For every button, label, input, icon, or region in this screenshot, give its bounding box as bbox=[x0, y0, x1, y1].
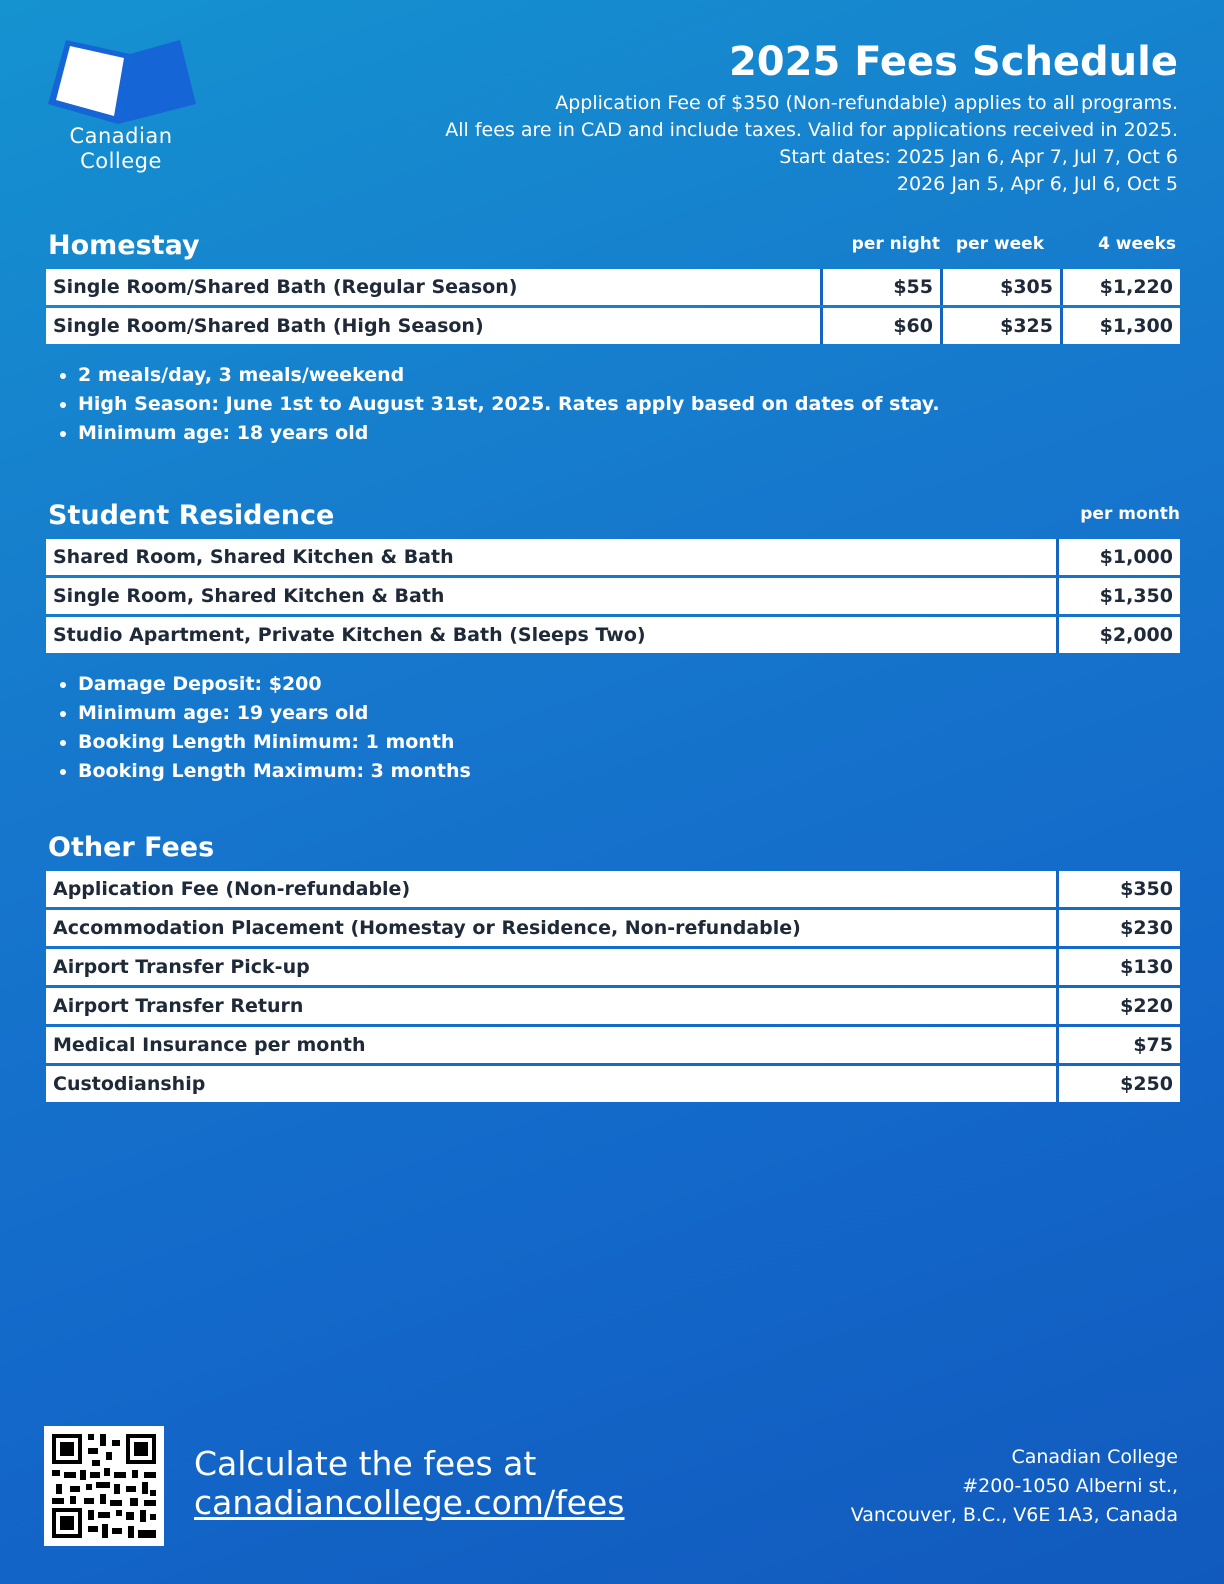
column-header-per-night: per night bbox=[851, 234, 940, 254]
row-label: Accommodation Placement (Homestay or Residence, Non-refundable) bbox=[46, 910, 1056, 946]
list-item: • 2 meals/day, 3 meals/weekend bbox=[78, 361, 1180, 390]
qr-code-icon bbox=[44, 1426, 164, 1546]
price-per-week: $305 bbox=[940, 269, 1060, 305]
row-label: Shared Room, Shared Kitchen & Bath bbox=[46, 539, 1056, 575]
residence-table bbox=[46, 536, 1180, 656]
price-per-week: $325 bbox=[940, 308, 1060, 344]
table-row bbox=[46, 910, 1180, 946]
fee-amount: $230 bbox=[1056, 910, 1180, 946]
column-header-4-weeks: 4 weeks bbox=[1098, 234, 1176, 254]
fee-amount: $350 bbox=[1056, 871, 1180, 907]
table-row bbox=[46, 1066, 1180, 1102]
list-item: • Minimum age: 18 years old bbox=[78, 419, 1180, 448]
residence-section bbox=[46, 498, 1180, 786]
other-fees-table bbox=[46, 868, 1180, 1105]
fee-amount: $75 bbox=[1056, 1027, 1180, 1063]
section-title: Other Fees bbox=[48, 832, 215, 863]
address-line: #200-1050 Alberni st., bbox=[962, 1475, 1178, 1497]
table-row bbox=[46, 1027, 1180, 1063]
fee-amount: $130 bbox=[1056, 949, 1180, 985]
fee-amount: $220 bbox=[1056, 988, 1180, 1024]
section-title: Student Residence bbox=[48, 500, 335, 531]
list-item: • Minimum age: 19 years old bbox=[78, 699, 1180, 728]
header-info bbox=[445, 38, 1178, 198]
price-per-night: $60 bbox=[820, 308, 940, 344]
fees-calculator-cta bbox=[194, 1444, 624, 1522]
residence-notes bbox=[46, 670, 1180, 786]
college-address bbox=[851, 1443, 1178, 1530]
qr-code[interactable] bbox=[44, 1426, 164, 1546]
row-label: Custodianship bbox=[46, 1066, 1056, 1102]
table-row bbox=[46, 578, 1180, 614]
price-per-month: $1,000 bbox=[1056, 539, 1180, 575]
logo-text bbox=[46, 124, 196, 174]
row-label: Single Room, Shared Kitchen & Bath bbox=[46, 578, 1056, 614]
header-line: 2026 Jan 5, Apr 6, Jul 6, Oct 5 bbox=[896, 173, 1178, 195]
row-label: Medical Insurance per month bbox=[46, 1027, 1056, 1063]
college-logo bbox=[46, 36, 202, 186]
column-header-per-week: per week bbox=[955, 234, 1044, 254]
column-header-per-month: per month bbox=[1080, 504, 1180, 524]
row-label: Application Fee (Non-refundable) bbox=[46, 871, 1056, 907]
fee-amount: $250 bbox=[1056, 1066, 1180, 1102]
page-title: 2025 Fees Schedule bbox=[728, 39, 1178, 85]
fees-calculator-link[interactable]: canadiancollege.com/fees bbox=[194, 1483, 625, 1522]
book-logo-icon bbox=[46, 36, 202, 126]
address-line: Canadian College bbox=[1011, 1446, 1178, 1468]
logo-line1: Canadian bbox=[69, 124, 173, 148]
table-row bbox=[46, 871, 1180, 907]
table-row bbox=[46, 308, 1180, 344]
logo-line2: College bbox=[80, 149, 162, 173]
price-per-month: $1,350 bbox=[1056, 578, 1180, 614]
row-label: Airport Transfer Pick-up bbox=[46, 949, 1056, 985]
header-line: Application Fee of $350 (Non-refundable) applies to all programs. bbox=[555, 92, 1178, 114]
list-item: • Booking Length Maximum: 3 months bbox=[78, 757, 1180, 786]
table-row bbox=[46, 949, 1180, 985]
table-row bbox=[46, 539, 1180, 575]
cta-text: Calculate the fees at bbox=[194, 1444, 537, 1483]
homestay-section bbox=[46, 228, 1180, 448]
list-item: • High Season: June 1st to August 31st, 2025. Rates apply based on dates of stay. bbox=[78, 390, 1180, 419]
row-label: Single Room/Shared Bath (High Season) bbox=[46, 308, 820, 344]
other-fees-section bbox=[46, 830, 1180, 1105]
homestay-table bbox=[46, 266, 1180, 347]
price-per-night: $55 bbox=[820, 269, 940, 305]
price-per-month: $2,000 bbox=[1056, 617, 1180, 653]
homestay-notes bbox=[46, 361, 1180, 448]
section-title: Homestay bbox=[48, 230, 200, 261]
table-row bbox=[46, 617, 1180, 653]
row-label: Single Room/Shared Bath (Regular Season) bbox=[46, 269, 820, 305]
list-item: • Damage Deposit: $200 bbox=[78, 670, 1180, 699]
row-label: Airport Transfer Return bbox=[46, 988, 1056, 1024]
header-line: Start dates: 2025 Jan 6, Apr 7, Jul 7, Oct 6 bbox=[779, 146, 1178, 168]
table-row bbox=[46, 269, 1180, 305]
price-4-weeks: $1,300 bbox=[1060, 308, 1180, 344]
row-label: Studio Apartment, Private Kitchen & Bath (Sleeps Two) bbox=[46, 617, 1056, 653]
table-row bbox=[46, 988, 1180, 1024]
address-line: Vancouver, B.C., V6E 1A3, Canada bbox=[850, 1504, 1178, 1526]
header-line: All fees are in CAD and include taxes. Valid for applications received in 2025. bbox=[445, 119, 1178, 141]
price-4-weeks: $1,220 bbox=[1060, 269, 1180, 305]
list-item: • Booking Length Minimum: 1 month bbox=[78, 728, 1180, 757]
